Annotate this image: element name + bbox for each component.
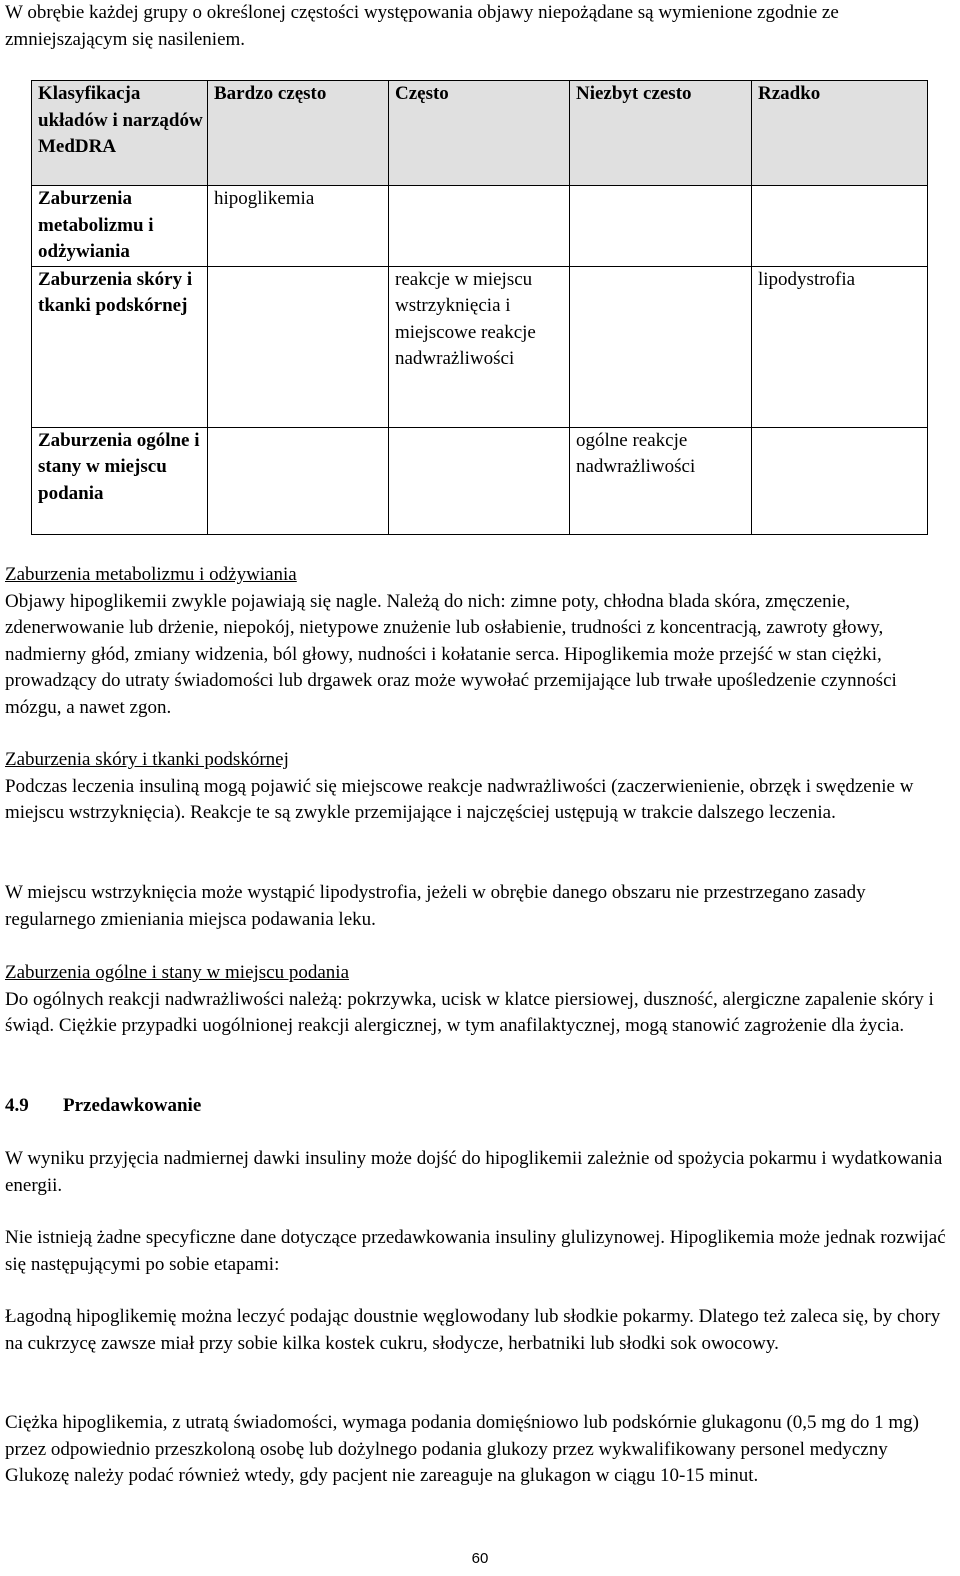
cell-very-common (208, 266, 389, 427)
section-title: Zaburzenia metabolizmu i odżywiania (5, 564, 297, 585)
section-text: W miejscu wstrzyknięcia może wystąpić lipodystrofia, jeżeli w obrębie danego obszaru nie przestrzegano zasady regularnego zmieniania miejsca podawania leku. (5, 882, 866, 930)
section-text: Nie istnieją żadne specyficzne dane dotyczące przedawkowania insuliny glulizynowej. Hipoglikemia może jednak rozwijać się następującymi po sobie etapami: (5, 1227, 946, 1275)
section-text: Łagodną hipoglikemię można leczyć podając doustnie węglowodany lub słodkie pokarmy. Dlatego też zaleca się, by chory na cukrzycę zawsze miał przy sobie kilka kostek cukru, słodycze, herbatniki lub słodki sok owocowy. (5, 1306, 941, 1354)
section-title: Zaburzenia ogólne i stany w miejscu podania (5, 962, 350, 983)
row-class: Zaburzenia ogólne i stany w miejscu podania (32, 427, 208, 534)
table-row (32, 186, 928, 267)
heading-overdose (5, 1093, 955, 1120)
cell-uncommon (570, 186, 752, 267)
section-text: Do ogólnych reakcji nadwrażliwości należą: pokrzywka, ucisk w klatce piersiowej, duszność, alergiczne zapalenie skóry i świąd. Ciężkie przypadki uogólnionej reakcji alergicznej, w tym anafilaktycznej, mogą stanowić zagrożenie dla życia. (5, 988, 934, 1036)
cell-rare (752, 186, 928, 267)
cell-common: reakcje w miejscu wstrzyknięcia i miejscowe reakcje nadwrażliwości (389, 266, 570, 427)
adverse-reactions-table (31, 80, 928, 535)
section-text: Objawy hipoglikemii zwykle pojawiają się nagle. Należą do nich: zimne poty, chłodna blada skóra, zmęczenie, zdenerwowanie lub drżenie, niepokój, nietypowe znużenie lub osłabienie, trudności z koncentracją, zawroty głowy, nadmierny głód, zmiany widzenia, ból głowy, nudności i kołatanie serca. Hipoglikemia może przejść w stan ciężki, prowadzący do utraty świadomości lub drgawek oraz może wywołać przemijające lub trwałe upośledzenie czynności mózgu, a nawet zgon. (5, 590, 897, 718)
page-number: 60 (471, 1550, 489, 1567)
section-skin (5, 747, 955, 827)
table-header-row (32, 81, 928, 186)
cell-common (389, 427, 570, 534)
section-text: Podczas leczenia insuliną mogą pojawić się miejscowe reakcje nadwrażliwości (zaczerwienienie, obrzęk i swędzenie w miejscu wstrzyknięcia). Reakcje te są zwykle przemijające i najczęściej ustępują w trakcie dalszego leczenia. (5, 775, 914, 823)
cell-common (389, 186, 570, 267)
overdose-paragraph-3 (5, 1304, 955, 1357)
section-text: Ciężka hipoglikemia, z utratą świadomości, wymaga podania domięśniowo lub podskórnie glukagonu (0,5 mg do 1 mg) przez odpowiednio przeszkoloną osobę lub dożylnego podania glukozy przez wykwalifikowany personel medyczny Glukozę należy podać również wtedy, gdy pacjent nie zareaguje na glukagon w ciągu 10-15 minut. (5, 1412, 919, 1486)
row-class: Zaburzenia metabolizmu i odżywiania (32, 186, 208, 267)
header-rare: Rzadko (752, 81, 928, 186)
table-row (32, 427, 928, 534)
section-text: W wyniku przyjęcia nadmiernej dawki insuliny może dojść do hipoglikemii zależnie od spożycia pokarmu i wydatkowania energii. (5, 1148, 943, 1196)
overdose-paragraph-4 (5, 1410, 955, 1490)
row-class: Zaburzenia skóry i tkanki podskórnej (32, 266, 208, 427)
cell-very-common (208, 427, 389, 534)
cell-rare: lipodystrofia (752, 266, 928, 427)
cell-very-common: hipoglikemia (208, 186, 389, 267)
table-row (32, 266, 928, 427)
overdose-paragraph-2 (5, 1225, 955, 1278)
cell-uncommon: ogólne reakcje nadwrażliwości (570, 427, 752, 534)
header-classification: Klasyfikacja układów i narządów MedDRA (32, 81, 208, 186)
header-uncommon: Niezbyt czesto (570, 81, 752, 186)
section-title: Zaburzenia skóry i tkanki podskórnej (5, 749, 289, 770)
header-very-common: Bardzo często (208, 81, 389, 186)
header-common: Często (389, 81, 570, 186)
section-metabolism (5, 562, 955, 721)
section-general (5, 960, 955, 1040)
overdose-paragraph-1 (5, 1146, 955, 1199)
heading-number: 4.9 (5, 1095, 29, 1116)
heading-title: Przedawkowanie (63, 1095, 202, 1116)
intro-paragraph: W obrębie każdej grupy o określonej częstości występowania objawy niepożądane są wymienione zgodnie ze zmniejszającym się nasileniem. (5, 2, 839, 50)
cell-uncommon (570, 266, 752, 427)
section-skin-lipodystrophy (5, 880, 955, 933)
cell-rare (752, 427, 928, 534)
